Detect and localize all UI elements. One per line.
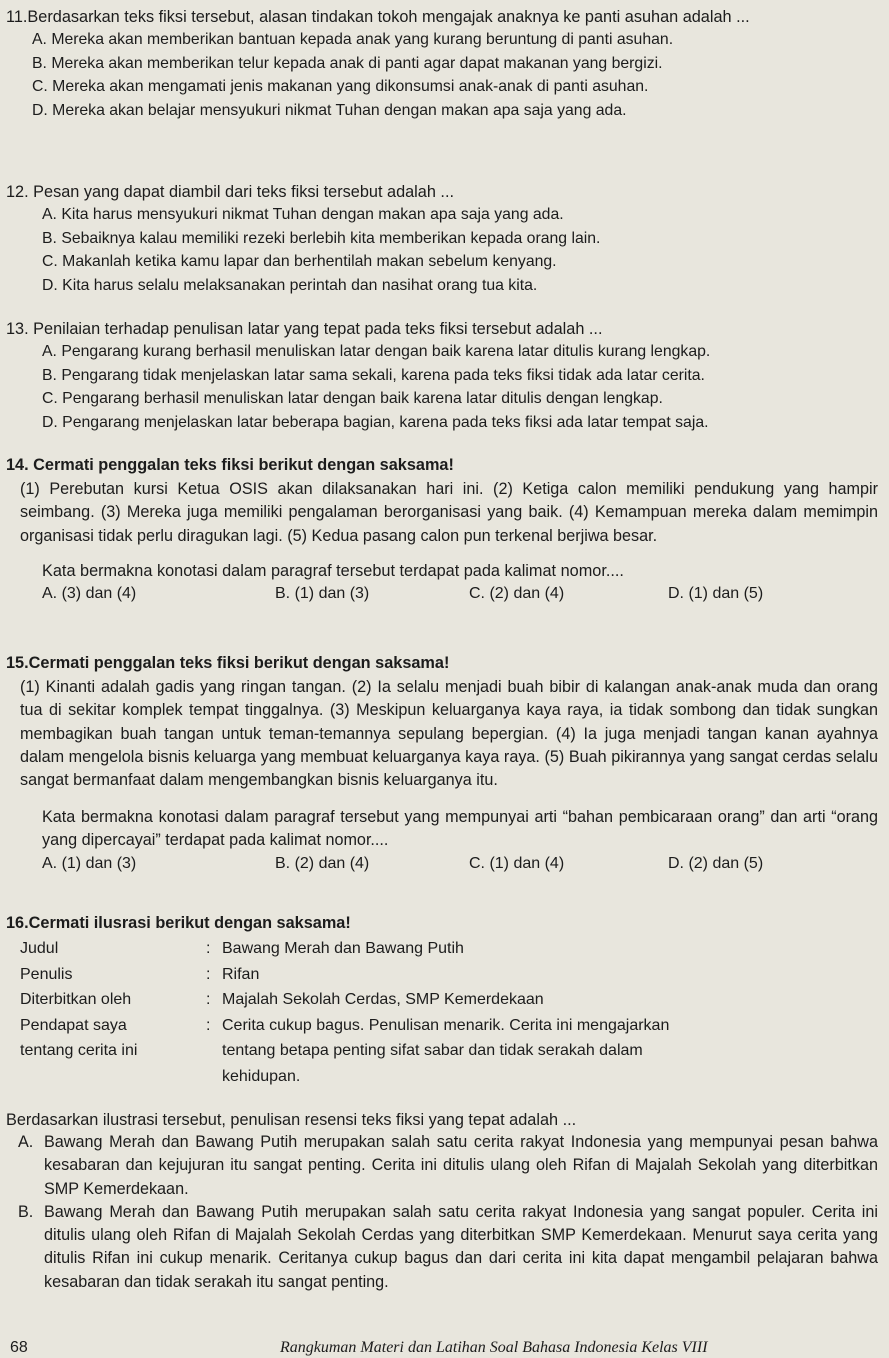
option-c[interactable]: C. (1) dan (4) xyxy=(469,855,565,873)
option-text: Bawang Merah dan Bawang Putih merupakan salah satu cerita rakyat Indonesia yang sangat populer. Cerita ini ditulis ulang oleh Rifan di Majalah Sekolah Cerdas yang diterbitkan SMP Kemerdekaan. Menurut saya cerita yang ditulis Rifan ini cukup menarik. Ceritanya cukup bagus dan dari cerita ini kita dapat mengambil pelajaran bahwa kesabaran dan tidak serakah itu sangat penting. xyxy=(44,1202,878,1291)
question-14-question: Kata bermakna konotasi dalam paragraf tersebut terdapat pada kalimat nomor.... xyxy=(42,561,624,580)
question-12-options xyxy=(6,203,600,297)
detail-colon: : xyxy=(206,965,211,983)
detail-value: kehidupan. xyxy=(222,1067,301,1085)
detail-colon: : xyxy=(206,991,211,1008)
option-c[interactable]: C. Pengarang berhasil menuliskan latar dengan baik karena latar ditulis dengan lengkap. xyxy=(42,390,663,407)
detail-colon xyxy=(206,1038,222,1064)
question-12-stem: 12. Pesan yang dapat diambil dari teks fiksi tersebut adalah ... xyxy=(6,183,454,201)
option-d[interactable]: D. (2) dan (5) xyxy=(668,855,764,873)
question-16-heading: 16.Cermati ilusrasi berikut dengan saksama! xyxy=(6,914,351,932)
option-c[interactable]: C. (2) dan (4) xyxy=(469,584,565,602)
question-14 xyxy=(6,454,878,606)
review-details xyxy=(6,936,878,1089)
option-c[interactable]: C. Mereka akan mengamati jenis makanan yang dikonsumsi anak-anak di panti asuhan. xyxy=(32,78,649,95)
detail-key: tentang cerita ini xyxy=(20,1042,138,1059)
question-11-stem: 11.Berdasarkan teks fiksi tersebut, alasan tindakan tokoh mengajak anaknya ke panti asuhan adalah ... xyxy=(6,8,750,26)
question-14-passage: (1) Perebutan kursi Ketua OSIS akan dilaksanakan hari ini. (2) Ketiga calon memiliki pendukung yang hampir seimbang. (3) Mereka juga memiliki pengalaman berorganisasi yang baik. (4) Kemampuan mereka dalam memimpin organisasi tidak perlu diragukan lagi. (5) Kedua pasang calon pun terkenal berjiwa besar. xyxy=(20,480,878,545)
option-a[interactable]: A. Mereka akan memberikan bantuan kepada anak yang kurang beruntung di panti asuhan. xyxy=(32,31,674,48)
page-number: 68 xyxy=(10,1339,28,1356)
detail-value: Bawang Merah dan Bawang Putih xyxy=(222,940,464,957)
option-b[interactable]: B. (1) dan (3) xyxy=(275,584,370,602)
question-16 xyxy=(6,912,878,1294)
detail-key: Penulis xyxy=(20,965,73,983)
question-11 xyxy=(6,6,750,122)
detail-value: Rifan xyxy=(222,965,260,983)
option-b[interactable] xyxy=(18,1201,878,1294)
option-b[interactable]: B. Sebaiknya kalau memiliki rezeki berlebih kita memberikan kepada orang lain. xyxy=(42,229,601,247)
detail-colon: : xyxy=(206,1016,211,1034)
detail-key: Judul xyxy=(20,940,59,957)
detail-row xyxy=(6,962,878,988)
option-d[interactable]: D. Kita harus selalu melaksanakan perintah dan nasihat orang tua kita. xyxy=(42,276,538,294)
detail-colon: : xyxy=(206,940,211,957)
question-15-question: Kata bermakna konotasi dalam paragraf tersebut yang mempunyai arti “bahan pembicaraan orang” dan arti “orang yang dipercayai” terdapat pada kalimat nomor.... xyxy=(42,808,878,850)
option-a[interactable]: A. (1) dan (3) xyxy=(42,855,137,873)
question-16-question: Berdasarkan ilustrasi tersebut, penulisan resensi teks fiksi yang tepat adalah ... xyxy=(6,1111,577,1129)
option-a[interactable] xyxy=(18,1131,878,1201)
detail-key: Pendapat saya xyxy=(20,1016,127,1034)
detail-colon xyxy=(206,1064,222,1090)
question-16-options xyxy=(6,1131,878,1294)
question-15 xyxy=(6,652,878,876)
question-12 xyxy=(6,181,600,297)
detail-row xyxy=(6,1013,878,1039)
question-15-heading: 15.Cermati penggalan teks fiksi berikut dengan saksama! xyxy=(6,654,450,672)
option-d[interactable]: D. Mereka akan belajar mensyukuri nikmat Tuhan dengan makan apa saja yang ada. xyxy=(32,101,627,119)
detail-value: Majalah Sekolah Cerdas, SMP Kemerdekaan xyxy=(222,991,544,1008)
detail-row xyxy=(6,1064,878,1090)
detail-row xyxy=(6,987,878,1013)
option-a[interactable]: A. (3) dan (4) xyxy=(42,584,137,602)
question-11-options xyxy=(6,28,750,122)
option-c[interactable]: C. Makanlah ketika kamu lapar dan berhentilah makan sebelum kenyang. xyxy=(42,253,557,270)
detail-value: tentang betapa penting sifat sabar dan tidak serakah dalam xyxy=(222,1042,643,1059)
question-15-options xyxy=(6,852,878,876)
detail-key: Diterbitkan oleh xyxy=(20,991,132,1008)
detail-row xyxy=(6,1038,878,1064)
option-d[interactable]: D. (1) dan (5) xyxy=(668,584,764,602)
detail-row xyxy=(6,936,878,962)
option-text: Bawang Merah dan Bawang Putih merupakan salah satu cerita rakyat Indonesia yang mempunyai pesan bahwa kesabaran dan kejujuran itu sangat penting. Cerita ini ditulis ulang oleh Rifan di Majalah Sekolah yang diterbitkan SMP Kemerdekaan. xyxy=(44,1133,878,1198)
option-b[interactable]: B. Pengarang tidak menjelaskan latar sama sekali, karena pada teks fiksi tidak ada latar cerita. xyxy=(42,366,705,384)
detail-key xyxy=(6,1064,206,1090)
book-title: Rangkuman Materi dan Latihan Soal Bahasa Indonesia Kelas VIII xyxy=(280,1339,708,1356)
question-14-heading: 14. Cermati penggalan teks fiksi berikut dengan saksama! xyxy=(6,456,454,474)
option-a[interactable]: A. Pengarang kurang berhasil menuliskan latar dengan baik karena latar ditulis kurang lengkap. xyxy=(42,343,711,360)
option-letter: A. xyxy=(18,1133,34,1151)
detail-value: Cerita cukup bagus. Penulisan menarik. Cerita ini mengajarkan xyxy=(222,1016,670,1034)
question-13-stem: 13. Penilaian terhadap penulisan latar yang tepat pada teks fiksi tersebut adalah ... xyxy=(6,320,603,338)
question-13-options xyxy=(6,340,710,434)
option-b[interactable]: B. Mereka akan memberikan telur kepada anak di panti agar dapat makanan yang bergizi. xyxy=(32,54,663,72)
option-d[interactable]: D. Pengarang menjelaskan latar beberapa bagian, karena pada teks fiksi ada latar tempat saja. xyxy=(42,413,709,431)
question-13 xyxy=(6,318,710,434)
option-a[interactable]: A. Kita harus mensyukuri nikmat Tuhan dengan makan apa saja yang ada. xyxy=(42,206,564,223)
option-letter: B. xyxy=(18,1202,34,1221)
option-b[interactable]: B. (2) dan (4) xyxy=(275,855,370,873)
question-15-passage: (1) Kinanti adalah gadis yang ringan tangan. (2) Ia selalu menjadi buah bibir di kalangan anak-anak muda dan orang tua di sekitar komplek tempat tinggalnya. (3) Meskipun keluarganya kaya raya, ia tidak sombong dan tidak sungkan membagikan buah tangan untuk teman-temannya sepulang bepergian. (4) Ia juga menjadi tangan kanan ayahnya dalam mengelola bisnis keluarga yang membuat keluarganya kaya raya. (5) Buah pikirannya yang sangat cerdas selalu sangat bermanfaat dalam mengembangkan bisnis keluarganya itu. xyxy=(20,678,878,790)
question-14-options xyxy=(6,582,878,606)
